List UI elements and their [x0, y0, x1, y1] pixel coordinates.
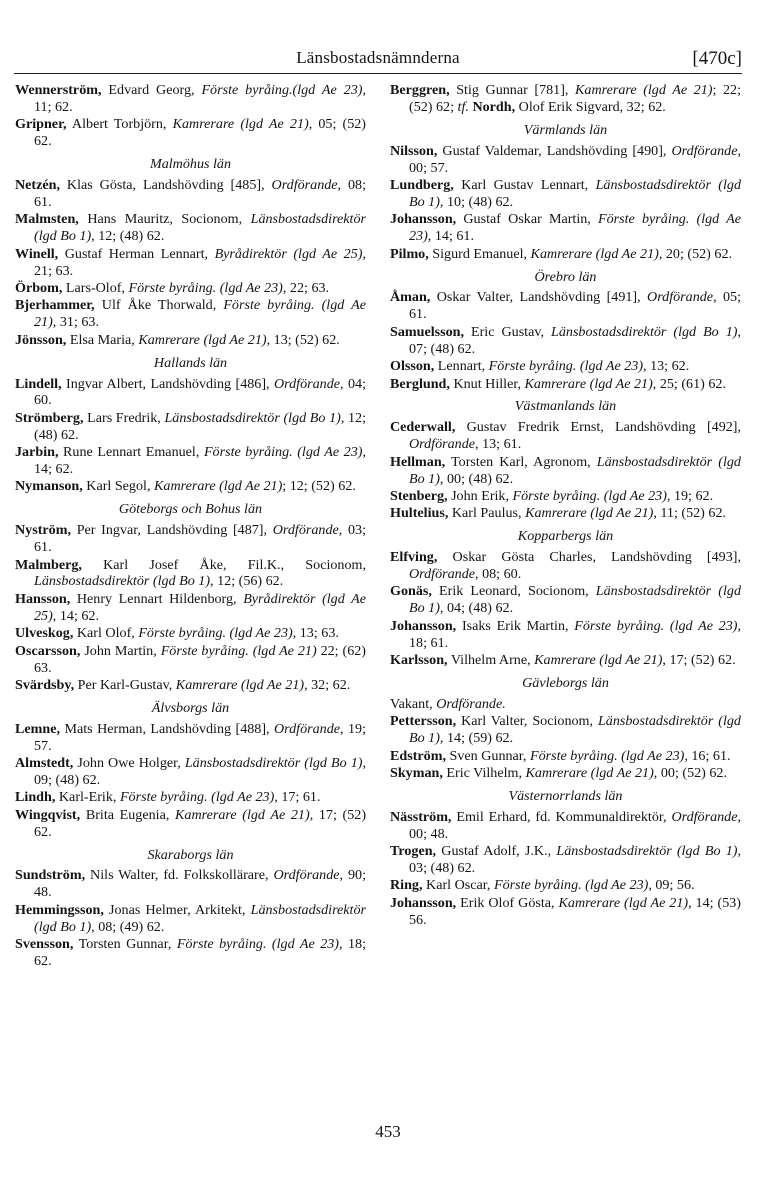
directory-entry [390, 505, 741, 522]
directory-entry [390, 713, 741, 747]
entry-text: , 14; 62. [34, 444, 366, 478]
directory-entry [15, 591, 366, 625]
entry-name: Netzén, [15, 177, 60, 194]
directory-entry [15, 936, 366, 970]
entry-title: Ordförande [271, 177, 338, 194]
entry-text: Ingvar Albert, Landshövding [486], [61, 375, 274, 392]
entry-text: , 08; 60. [475, 566, 522, 583]
entry-text: Albert Torbjörn, [66, 116, 173, 133]
entry-text: John Erik, [447, 487, 513, 504]
entry-text: Gustaf Valdemar, Landshövding [490], [437, 142, 672, 159]
entry-text: , 13; 62. [643, 358, 690, 375]
entry-text: , 07; (48) 62. [409, 323, 741, 357]
directory-entry [390, 765, 741, 782]
entry-text: Torsten Gunnar, [73, 936, 177, 953]
entry-text: Isaks Erik Martin, [456, 617, 575, 634]
entry-text: , 14; (53) 56. [409, 894, 741, 928]
entry-title: Byrådirektör (lgd Ae 25) [214, 245, 363, 262]
page-number: 453 [375, 1122, 401, 1141]
directory-entry [390, 289, 741, 323]
entry-text: Henry Lennart Hildenborg, [70, 590, 244, 607]
entry-title: Länsbostadsdirektör (lgd Bo 1) [34, 573, 211, 590]
directory-entry [15, 478, 366, 495]
entry-text: , 13; 61. [475, 436, 522, 453]
entry-title: Förste byråing. (lgd Ae 23) [512, 487, 667, 504]
entry-name: Hansson, [15, 590, 71, 607]
entry-name: Trogen, [390, 843, 437, 860]
section-heading: Älvsborgs län [151, 699, 230, 716]
entry-title: Länsbostadsdirektör (lgd Bo 1) [551, 323, 738, 340]
entry-text: Brita Eugenia, [80, 806, 176, 823]
entry-title: Förste byråing. (lgd Ae 23) [574, 617, 738, 634]
directory-entry [390, 419, 741, 453]
entry-title: Ordförande. [436, 695, 506, 712]
entry-text: Eric Vilhelm, [442, 765, 526, 782]
entry-text: , 17; (52) 62. [662, 652, 736, 669]
entry-text: , 12; (48) 62. [34, 409, 366, 443]
entry-title: Länsbostadsdirektör (lgd Bo 1) [409, 177, 741, 210]
section-heading: Skaraborgs län [147, 846, 234, 863]
entry-text: Karl-Erik, [55, 789, 120, 806]
entry-text: Gustaf Oskar Martin, [456, 211, 599, 228]
entry-title: Länsbostadsdirektör (lgd Bo 1) [409, 583, 741, 617]
entry-title: Kamrerare (lgd Ae 21) [175, 806, 310, 823]
directory-entry [15, 410, 366, 444]
entry-text: , 14; (59) 62. [439, 730, 514, 747]
entry-text: , 25; (61) 62. [652, 375, 726, 392]
entry-text: Karl Valter, Socionom, [456, 713, 598, 730]
entry-name: Olsson, [390, 358, 435, 375]
entry-name: Pettersson, [390, 713, 457, 730]
entry-name: Hultelius, [390, 505, 449, 522]
entry-name: Wennerström, [15, 82, 102, 98]
directory-entry [15, 376, 366, 410]
entry-text: Per Karl-Gustav, [74, 676, 176, 693]
entry-text: , 14; 62. [52, 607, 99, 624]
directory-entry [390, 376, 741, 393]
entry-title: Kamrerare (lgd Ae 21) [524, 375, 653, 392]
page-code: [470c] [692, 48, 742, 69]
directory-entry [15, 643, 366, 677]
entry-text: Vilhelm Arne, [447, 652, 535, 669]
directory-entry [15, 280, 366, 297]
section-heading: Göteborgs och Bohus län [118, 501, 263, 518]
entry-title: Kamrerare (lgd Ae 21) [175, 676, 305, 693]
entry-text: Karl Gustav Lennart, [453, 177, 596, 194]
directory-entry [390, 696, 741, 713]
entry-name: Jarbin, [15, 444, 59, 461]
entry-text: , 17; (52) 62. [34, 806, 367, 840]
entry-text: , 90; 48. [34, 867, 366, 901]
entry-text: , 03; 61. [34, 522, 367, 556]
right-column [390, 82, 741, 929]
directory-entry [15, 807, 366, 841]
entry-name: Stenberg, [390, 487, 448, 504]
entry-text: Mats Herman, Landshövding [488], [60, 720, 274, 737]
entry-name: Johansson, [390, 617, 457, 634]
entry-text: Olof Erik Sigvard, 32; 62. [515, 98, 666, 115]
directory-entry [390, 246, 741, 263]
entry-title: Länsbostadsdirektör (lgd Bo 1) [556, 843, 738, 860]
entry-name: Malmberg, [15, 556, 82, 573]
entry-text: , 12; (56) 62. [210, 573, 284, 590]
entry-name: Strömberg, [15, 409, 84, 426]
entry-title: Länsbostadsdirektör (lgd Bo 1) [184, 755, 363, 772]
entry-title: Länsbostadsdirektör (lgd Bo 1) [409, 453, 741, 487]
entry-text: Nils Walter, fd. Folkskollärare, [85, 867, 274, 884]
entry-name: Svensson, [15, 936, 74, 953]
entry-text: Ulf Åke Thorwald, [94, 297, 224, 314]
entry-text: Lennart, [434, 358, 489, 375]
entry-name: Johansson, [390, 894, 457, 911]
directory-entry [15, 902, 366, 936]
directory-entry [15, 177, 366, 211]
entry-text: , 04; 60. [34, 375, 366, 409]
entry-text: Oskar Valter, Landshövding [491], [430, 289, 648, 306]
entry-name: Almstedt, [15, 755, 74, 772]
entry-text: , 18; 61. [409, 617, 741, 651]
entry-text: , 00; (52) 62. [653, 765, 727, 782]
entry-text: Jonas Helmer, Arkitekt, [103, 901, 251, 918]
entry-name: Svärdsby, [15, 676, 75, 693]
entry-text: John Martin, [80, 642, 161, 659]
entry-text: Per Ingvar, Landshövding [487], [70, 522, 273, 539]
entry-title: Förste byråing. (lgd Ae 23) [493, 877, 649, 894]
entry-name: Wingqvist, [15, 806, 81, 823]
entry-title: Förste byråing. (lgd Ae 23) [488, 358, 644, 375]
section-heading: Örebro län [534, 268, 597, 285]
entry-text: Erik Olof Gösta, [456, 894, 559, 911]
entry-text: Gustav Fredrik Ernst, Landshövding [492], [455, 419, 741, 436]
entry-name: Malmsten, [15, 211, 79, 228]
page-title: Länsbostadsnämnderna [296, 48, 460, 67]
entry-name: Lindell, [15, 375, 62, 392]
directory-entry [15, 444, 366, 478]
directory-entry [15, 332, 366, 349]
entry-title: Ordförande [647, 289, 714, 306]
entry-name: Elfving, [390, 549, 438, 566]
entry-text: Karl Oscar, [422, 877, 494, 894]
entry-text: , 19; 57. [34, 720, 366, 754]
directory-entry [15, 522, 366, 556]
entry-title: Ordförande [273, 720, 341, 737]
page-header [14, 48, 742, 82]
entry-name: Ulveskog, [15, 625, 74, 642]
entry-name: Edström, [390, 747, 446, 764]
entry-title: Förste byråing. (lgd Ae 23) [409, 211, 742, 245]
entry-name: Bjerhammer, [15, 297, 95, 314]
entry-name: Nyström, [15, 522, 71, 539]
directory-entry [15, 625, 366, 642]
entry-text: Eric Gustav, [464, 323, 552, 340]
entry-text: , 31; 63. [52, 314, 99, 331]
directory-entry [390, 549, 741, 583]
directory-entry [390, 809, 741, 843]
entry-title: Länsbostadsdirektör (lgd Bo 1) [34, 901, 366, 935]
entry-text: 22; (62) 63. [34, 642, 366, 676]
directory-entry [15, 116, 366, 150]
entry-text: Lars-Olof, [62, 279, 129, 296]
entry-text: , 10; (48) 62. [439, 193, 514, 210]
directory-entry [15, 755, 366, 789]
entry-text: , 18; 62. [34, 936, 366, 969]
entry-text: Sigurd Emanuel, [428, 245, 531, 262]
entry-text: Torsten Karl, Agronom, [445, 453, 597, 470]
entry-text: Vakant, [390, 695, 437, 712]
entry-name: Örbom, [15, 279, 63, 296]
directory-entry [15, 677, 366, 694]
entry-text: , 13; 63. [292, 625, 339, 642]
entry-name: Nordh, [472, 98, 516, 115]
entry-title: Förste byråing. (lgd Ae 23) [138, 625, 293, 642]
entry-text: ; 22; (52) 62; [409, 82, 741, 115]
entry-name: Oscarsson, [15, 642, 81, 659]
entry-name: Lemne, [15, 720, 61, 737]
section-heading: Hallands län [153, 354, 228, 371]
entry-name: Hellman, [390, 453, 446, 470]
entry-name: Åman, [390, 289, 431, 306]
entry-text: , 08; 61. [34, 177, 366, 210]
directory-entry [15, 246, 366, 280]
directory-entry [390, 82, 741, 116]
entry-name: Hemmingsson, [15, 901, 104, 918]
entry-name: Sundström, [15, 867, 86, 884]
entry-title: Ordförande [273, 867, 340, 884]
entry-name: Näsström, [390, 808, 452, 825]
directory-entry [390, 843, 741, 877]
entry-title: Ordförande [671, 808, 738, 825]
entry-text: , 03; (48) 62. [409, 843, 741, 877]
entry-title: Förste byråing. (lgd Ae 23) [119, 789, 275, 806]
entry-title: Kamrerare (lgd Ae 21) [558, 894, 689, 911]
entry-text: , 22; 63. [282, 279, 330, 296]
directory-entry [390, 454, 741, 488]
directory-entry [390, 211, 741, 245]
entry-title: Ordförande [272, 522, 339, 539]
entry-title: Förste byråing. (lgd Ae 21) [160, 642, 317, 659]
entry-text: , 00; 48. [409, 808, 741, 842]
entry-text: , 19; 62. [666, 487, 714, 504]
directory-entry [390, 583, 741, 617]
directory-entry [390, 748, 741, 765]
entry-name: Karlsson, [390, 652, 448, 669]
entry-name: Jönsson, [15, 331, 67, 348]
directory-entry [15, 867, 366, 901]
entry-title: Förste byråing. (lgd Ae 23) [203, 444, 363, 461]
entry-text: Stig Gunnar [781], [449, 82, 576, 98]
entry-text: Klas Gösta, Landshövding [485], [60, 177, 272, 194]
entry-text: , 32; 62. [304, 676, 351, 693]
entry-name: Berglund, [390, 375, 450, 392]
entry-text: Oskar Gösta Charles, Landshövding [493], [437, 549, 741, 566]
section-heading: Värmlands län [523, 121, 608, 138]
directory-entry [390, 358, 741, 375]
entry-title: Kamrerare (lgd Ae 21) [154, 478, 283, 495]
entry-text: Gustaf Herman Lennart, [58, 245, 215, 262]
directory-entry [390, 652, 741, 669]
directory-entry [15, 211, 366, 245]
entry-text: Elsa Maria, [66, 331, 139, 348]
entry-title: Ordförande [409, 566, 476, 583]
entry-text: Karl Segol, [82, 478, 154, 495]
entry-name: Lundberg, [390, 177, 454, 194]
entry-text: , 16; 61. [684, 747, 731, 764]
directory-entry [390, 895, 741, 929]
entry-name: Berggren, [390, 82, 450, 98]
section-heading: Kopparbergs län [517, 528, 614, 545]
entry-text: , 21; 63. [34, 245, 366, 279]
entry-name: Pilmo, [390, 245, 429, 262]
entry-text: Erik Leonard, Socionom, [431, 583, 596, 600]
directory-entry [15, 721, 366, 755]
entry-title: Kamrerare (lgd Ae 21) [172, 116, 309, 133]
entry-text: , 00; 57. [409, 142, 741, 176]
entry-name: Winell, [15, 245, 59, 262]
entry-name: Cederwall, [390, 419, 456, 436]
entry-name: Skyman, [390, 765, 443, 782]
entry-name: Samuelsson, [390, 323, 465, 340]
entry-text: John Owe Holger, [73, 755, 185, 772]
entry-name: Nilsson, [390, 142, 438, 159]
entry-name: Gonäs, [390, 583, 432, 600]
section-heading: Gävleborgs län [522, 675, 609, 691]
entry-title: Länsbostadsdirektör (lgd Bo 1) [409, 713, 741, 747]
directory-entry [15, 557, 366, 591]
entry-text: , 08; (49) 62. [91, 918, 165, 935]
entry-name: Ring, [390, 877, 423, 894]
entry-text: , 09; 56. [648, 877, 695, 894]
entry-text: , 09; (48) 62. [34, 755, 366, 788]
directory-entry [15, 789, 366, 806]
entry-text: , 11; (52) 62. [653, 505, 727, 522]
entry-name: Gripner, [15, 116, 67, 133]
entry-text: Edvard Georg, [101, 82, 202, 98]
entry-text: Lars Fredrik, [83, 409, 165, 426]
header-rule [14, 73, 742, 74]
entry-title: Byrådirektör (lgd Ae 25) [34, 590, 366, 624]
entry-text: Gustaf Adolf, J.K., [436, 843, 557, 860]
entry-title: Ordförande [409, 436, 476, 453]
entry-text: , 14; 61. [427, 228, 474, 245]
directory-entry [390, 143, 741, 177]
entry-title: Förste byråing. (lgd Ae 23) [128, 279, 283, 296]
entry-title: Länsbostadsdirektör (lgd Bo 1) [34, 211, 366, 245]
entry-text: Karl Olof, [73, 625, 139, 642]
entry-text: Hans Mauritz, Socionom, [78, 211, 251, 228]
entry-title: Kamrerare (lgd Ae 21) [138, 331, 267, 348]
directory-entry [390, 877, 741, 894]
entry-text: Sven Gunnar, [445, 747, 530, 764]
entry-title: Förste byråing.(lgd Ae 23) [201, 82, 363, 98]
entry-title: Förste byråing. (lgd Ae 23) [176, 936, 339, 953]
directory-entry [15, 82, 366, 116]
entry-text: , 20; (52) 62. [658, 245, 733, 262]
entry-name: Nymanson, [15, 478, 83, 495]
entry-title: Kamrerare (lgd Ae 21) [525, 765, 654, 782]
directory-entry [390, 324, 741, 358]
entry-text: , 11; 62. [34, 82, 366, 115]
left-column [15, 82, 366, 970]
entry-text: , 04; (48) 62. [439, 600, 514, 617]
entry-title: Förste byråing. (lgd Ae 21) [34, 297, 366, 331]
entry-title: Kamrerare (lgd Ae 21) [530, 245, 659, 262]
section-heading: Västernorrlands län [508, 787, 623, 804]
entry-title: Kamrerare (lgd Ae 21) [534, 652, 663, 669]
directory-entry [390, 488, 741, 505]
entry-text: , 17; 61. [274, 789, 321, 806]
entry-title: Förste byråing. (lgd Ae 23) [529, 747, 685, 764]
entry-title: Kamrerare (lgd Ae 21) [575, 82, 713, 98]
entry-text: , 00; (48) 62. [439, 470, 514, 487]
entry-title: Kamrerare (lgd Ae 21) [525, 505, 654, 522]
entry-title: Länsbostadsdirektör (lgd Bo 1) [164, 409, 341, 426]
entry-title: Ordförande [274, 375, 341, 392]
section-heading: Västmanlands län [514, 398, 617, 415]
entry-text: Karl Josef Åke, Fil.K., Socionom, [81, 556, 366, 573]
section-heading: Malmöhus län [149, 156, 232, 173]
entry-text: , 13; (52) 62. [266, 331, 340, 348]
entry-name: Lindh, [15, 789, 56, 806]
directory-entry [15, 297, 366, 331]
entry-text: ; 12; (52) 62. [282, 478, 356, 495]
directory-entry [390, 618, 741, 652]
entry-text: Karl Paulus, [448, 505, 526, 522]
entry-text: , 05; (52) 62. [34, 116, 366, 150]
entry-text: , 12; (48) 62. [91, 228, 165, 245]
entry-title: tf. [457, 98, 469, 115]
directory-entry [390, 177, 741, 211]
entry-text: Rune Lennart Emanuel, [58, 444, 204, 461]
entry-text: Emil Erhard, fd. Kommunaldirektör, [451, 808, 672, 825]
entry-title: Ordförande [671, 142, 738, 159]
entry-text: Knut Hiller, [449, 375, 525, 392]
entry-name: Johansson, [390, 211, 457, 228]
entry-text: , 05; 61. [409, 289, 741, 323]
